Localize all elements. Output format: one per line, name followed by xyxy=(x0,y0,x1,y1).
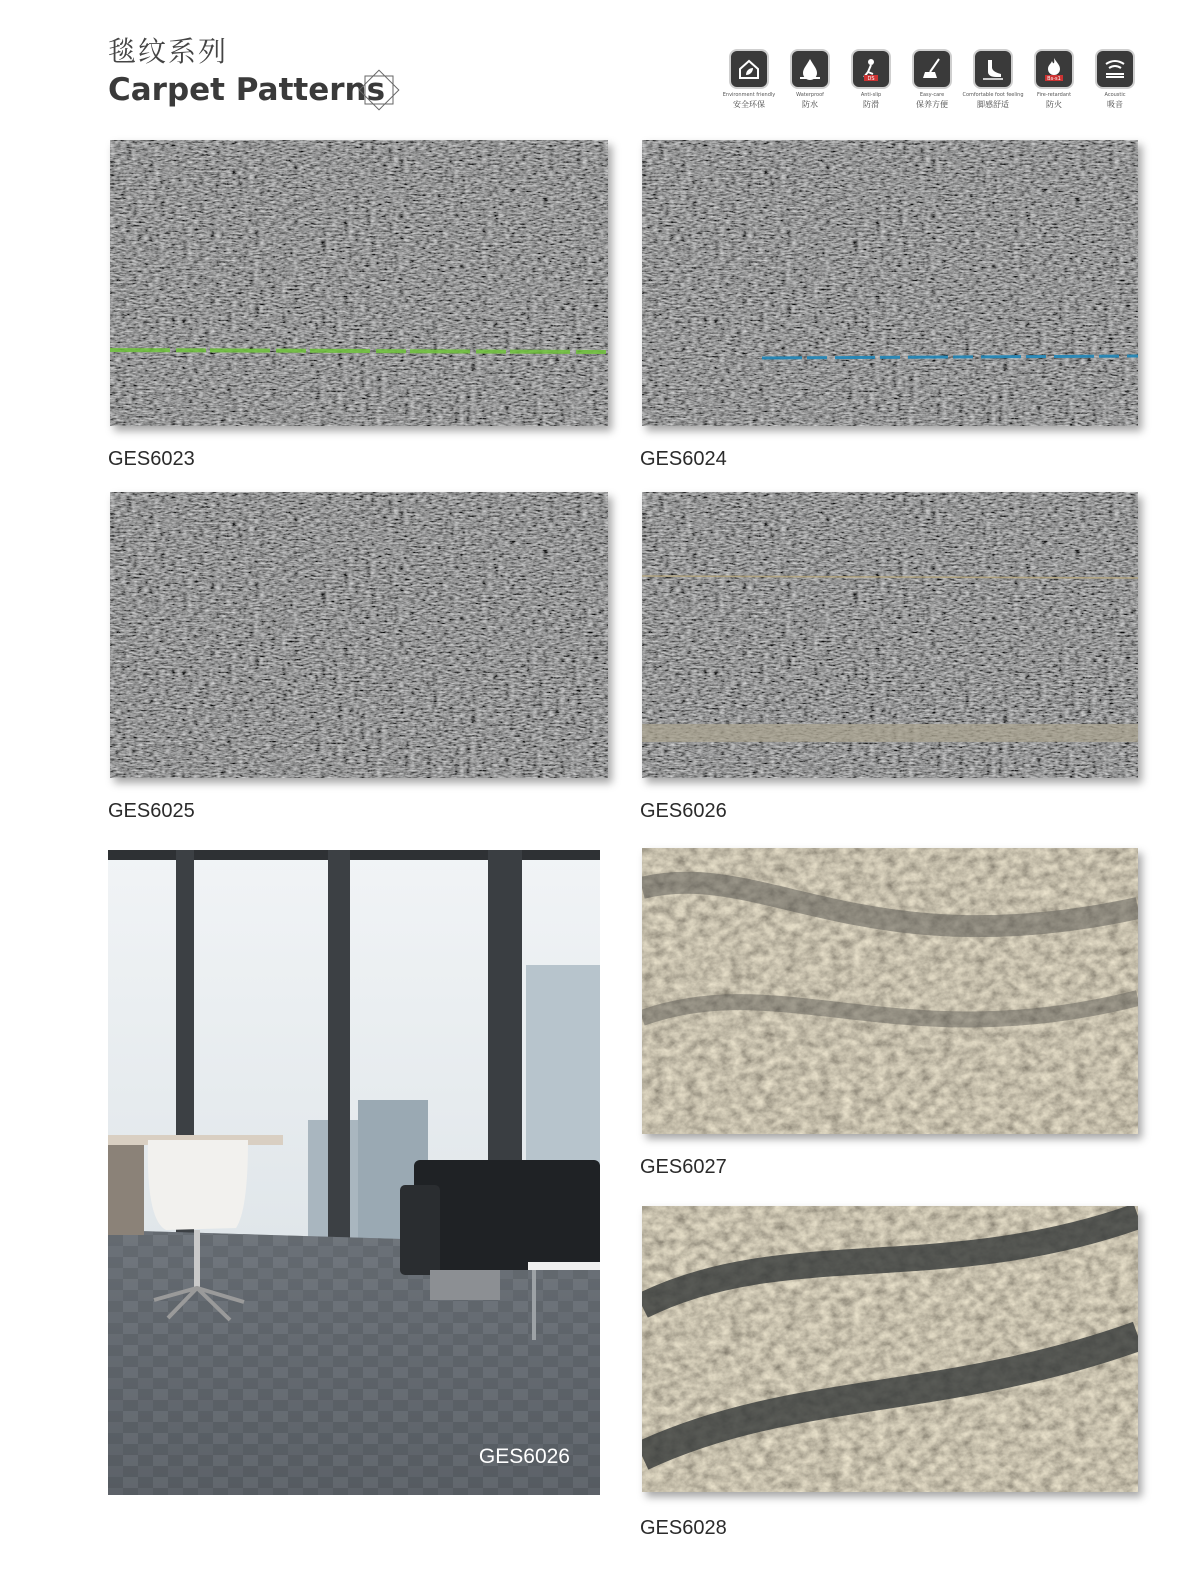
feature-label-zh: 安全环保 xyxy=(733,100,765,109)
feature-label-zh: 脚感舒适 xyxy=(977,100,1009,109)
flame-icon xyxy=(1034,49,1074,89)
feature-label-en: Fire-retardant xyxy=(1036,92,1072,98)
feature-label-en: Acoustic xyxy=(1104,92,1126,98)
room-scene-label: GES6026 xyxy=(478,1445,570,1468)
page-title: Carpet Patterns xyxy=(108,72,386,108)
feature-acoustic xyxy=(1083,49,1147,110)
swatch-ges6026 xyxy=(642,492,1138,778)
swatch-ges6028 xyxy=(642,1206,1138,1492)
feature-fire-retardant xyxy=(1022,49,1086,110)
anti-slip-badge: DS xyxy=(867,76,875,82)
water-drop-icon xyxy=(790,49,830,89)
product-code: GES6024 xyxy=(640,448,727,470)
swatch-ges6025 xyxy=(110,492,608,778)
feature-easy-care xyxy=(900,49,964,110)
feature-comfortable-foot-feeling xyxy=(961,49,1025,110)
room-scene-photo xyxy=(108,850,600,1495)
feature-anti-slip xyxy=(839,49,903,110)
feature-label-en: Environment friendly xyxy=(722,92,776,98)
feature-label-zh: 防水 xyxy=(802,100,818,109)
feature-environment-friendly xyxy=(717,49,781,110)
feature-label-en: Comfortable foot feeling xyxy=(962,92,1024,98)
swatch-ges6024 xyxy=(642,140,1138,426)
leaf-house-icon xyxy=(729,49,769,89)
mop-icon xyxy=(912,49,952,89)
feature-label-en: Waterproof xyxy=(796,92,824,98)
page-title-chinese: 毯纹系列 xyxy=(108,35,229,68)
anti-slip-icon xyxy=(851,49,891,89)
product-code: GES6023 xyxy=(108,448,195,470)
octagram-ornament-icon xyxy=(356,67,402,113)
product-code: GES6027 xyxy=(640,1156,727,1178)
sound-wave-icon xyxy=(1095,49,1135,89)
feature-label-en: Easy-care xyxy=(919,92,945,98)
feature-label-zh: 防火 xyxy=(1046,100,1062,109)
feature-label-zh: 防滑 xyxy=(863,100,879,109)
product-code: GES6025 xyxy=(108,800,195,822)
fire-rating-badge: Bs-s1 xyxy=(1047,76,1061,82)
feature-label-zh: 吸音 xyxy=(1107,100,1123,109)
swatch-ges6027 xyxy=(642,848,1138,1134)
feature-label-en: Anti-slip xyxy=(860,92,882,98)
feature-waterproof xyxy=(778,49,842,110)
swatch-ges6023 xyxy=(110,140,608,426)
feature-label-zh: 保养方便 xyxy=(916,100,948,109)
product-code: GES6028 xyxy=(640,1517,727,1539)
foot-icon xyxy=(973,49,1013,89)
product-code: GES6026 xyxy=(640,800,727,822)
